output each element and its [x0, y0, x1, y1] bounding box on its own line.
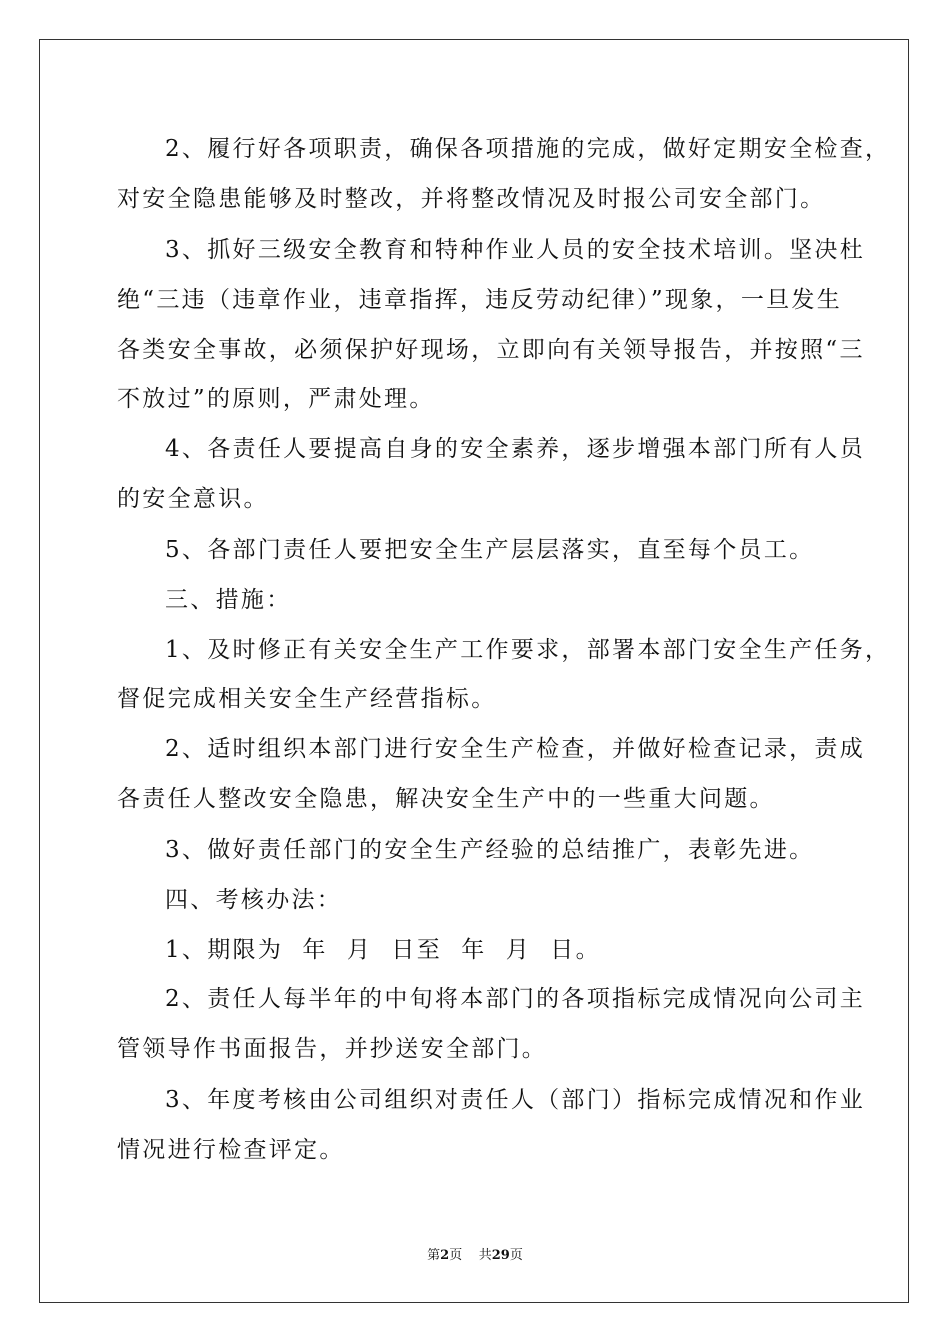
page-number: 2 [440, 1248, 450, 1263]
section-heading: 四、考核办法： [165, 887, 343, 913]
paragraph-line: 2、责任人每半年的中旬将本部门的各项指标完成情况向公司主 [165, 986, 866, 1012]
page-footer [0, 1248, 950, 1264]
total-pages: 29 [491, 1248, 510, 1263]
total-prefix: 共 [478, 1248, 492, 1263]
paragraph-line: 3、抓好三级安全教育和特种作业人员的安全技术培训。坚决杜 [165, 237, 866, 263]
paragraph-line: 3、年度考核由公司组织对责任人（部门）指标完成情况和作业 [165, 1087, 866, 1113]
paragraph-line: 管领导作书面报告，并抄送安全部门。 [117, 1036, 548, 1062]
paragraph-line: 绝“三违（违章作业，违章指挥，违反劳动纪律）”现象，一旦发生 [117, 287, 843, 313]
total-suffix: 页 [509, 1248, 523, 1263]
section-heading: 三、措施： [165, 587, 292, 613]
paragraph-line: 各类安全事故，必须保护好现场，立即向有关领导报告，并按照“三 [117, 337, 865, 363]
paragraph-line: 2、适时组织本部门进行安全生产检查，并做好检查记录，责成 [165, 736, 866, 762]
paragraph-line: 4、各责任人要提高自身的安全素养，逐步增强本部门所有人员 [165, 436, 866, 462]
paragraph-line: 3、做好责任部门的安全生产经验的总结推广，表彰先进。 [165, 837, 815, 863]
page-prefix: 第 [427, 1248, 441, 1263]
paragraph-line: 1、期限为 年 月 日至 年 月 日。 [165, 937, 601, 963]
paragraph-line: 情况进行检查评定。 [117, 1137, 345, 1163]
page-suffix: 页 [449, 1248, 463, 1263]
paragraph-line: 5、各部门责任人要把安全生产层层落实，直至每个员工。 [165, 537, 815, 563]
paragraph-line: 各责任人整改安全隐患，解决安全生产中的一些重大问题。 [117, 786, 775, 812]
paragraph-line: 1、及时修正有关安全生产工作要求，部署本部门安全生产任务， [165, 637, 891, 663]
paragraph-line: 督促完成相关安全生产经营指标。 [117, 686, 497, 712]
paragraph-line: 的安全意识。 [117, 486, 269, 512]
paragraph-line: 2、履行好各项职责，确保各项措施的完成，做好定期安全检查， [165, 136, 891, 162]
paragraph-line: 对安全隐患能够及时整改，并将整改情况及时报公司安全部门。 [117, 186, 826, 212]
paragraph-line: 不放过”的原则，严肃处理。 [117, 386, 435, 412]
